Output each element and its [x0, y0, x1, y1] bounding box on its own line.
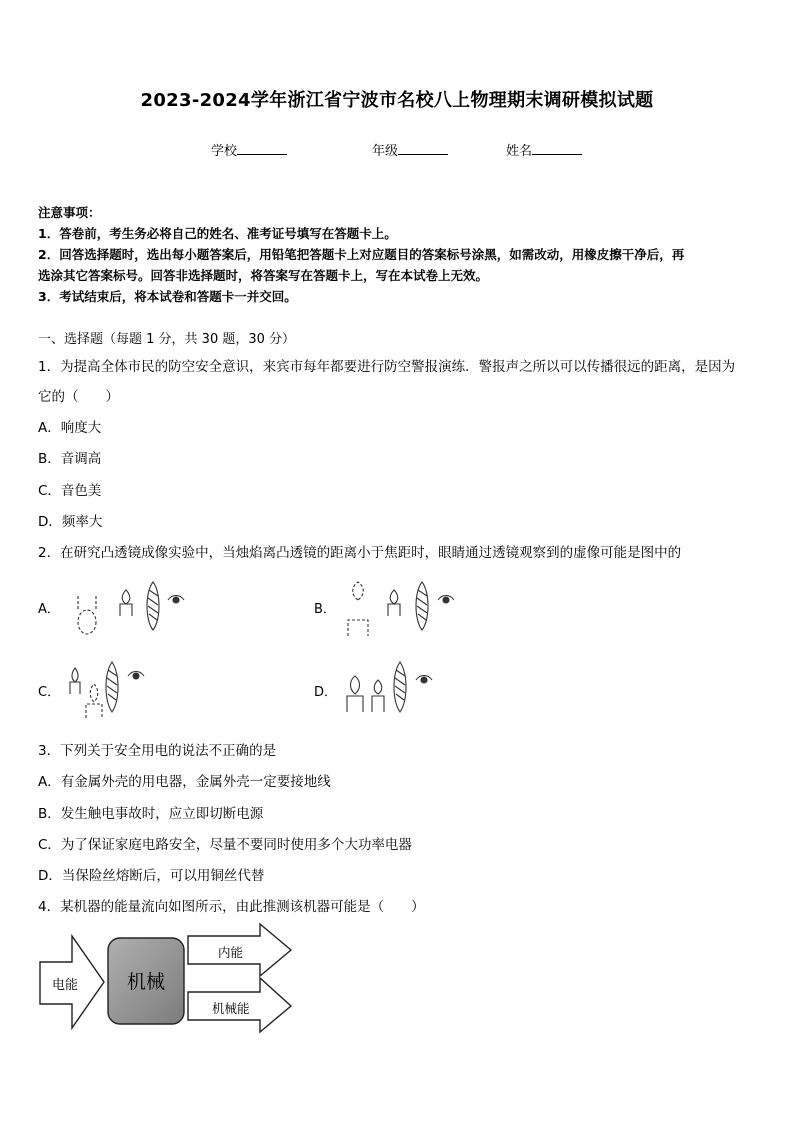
q2-stem: 2．在研究凸透镜成像实验中，当烛焰离凸透镜的距离小于焦距时，眼睛通过透镜观察到的虚像可能是图中的: [38, 545, 682, 561]
name-label: 姓名: [506, 144, 533, 159]
notice-item: 2．回答选择题时，选出每小题答案后，用铅笔把答题卡上对应题目的答案标号涂黑，如需改动，用橡皮擦干净后，再: [38, 247, 685, 262]
name-blank: [532, 142, 582, 155]
notice-heading: 注意事项：: [38, 205, 101, 220]
q1-stem-cont: 它的（ ）: [38, 389, 119, 405]
q1-option-c: C．音色美: [38, 483, 102, 499]
q1-option-b: B．音调高: [38, 451, 102, 467]
q3-stem: 3．下列关于安全用电的说法不正确的是: [38, 743, 277, 759]
grade-blank: [398, 142, 448, 155]
school-label: 学校: [211, 144, 238, 159]
grade-field: [372, 140, 448, 159]
q4-stem: 4．某机器的能量流向如图所示，由此推测该机器可能是（ ）: [38, 899, 425, 915]
output-heat-label: 内能: [218, 945, 244, 960]
q1-stem: 1．为提高全体市民的防空安全意识，来宾市每年都要进行防空警报演练．警报声之所以可以传播很远的距离，是因为: [38, 359, 736, 375]
notice-item: 3．考试结束后，将本试卷和答题卡一并交回。: [38, 289, 297, 304]
input-energy-label: 电能: [52, 978, 79, 993]
q2-option-b-label: B．: [314, 602, 336, 617]
q2-option-a-label: A．: [38, 602, 60, 617]
q2-option-c-label: C．: [38, 685, 61, 700]
grade-label: 年级: [372, 144, 399, 159]
q2-option-a-figure: [70, 580, 200, 640]
section-title: 一、选择题（每题 1 分，共 30 题，30 分）: [38, 332, 296, 347]
q2-option-d-label: D．: [314, 685, 338, 700]
q3-option-d: D．当保险丝熔断后，可以用铜丝代替: [38, 868, 265, 884]
machine-label: 机械: [126, 971, 165, 993]
q1-option-a: A．响度大: [38, 420, 102, 436]
notice-item: 1．答卷前，考生务必将自己的姓名、准考证号填写在答题卡上。: [38, 226, 397, 241]
output-mechanical-label: 机械能: [212, 1001, 250, 1016]
q2-option-c-figure: [66, 660, 196, 722]
q3-option-c: C．为了保证家庭电路安全，尽量不要同时使用多个大功率电器: [38, 837, 412, 853]
name-field: [506, 140, 582, 159]
q2-option-b-figure: [340, 580, 470, 640]
page-title: 2023-2024学年浙江省宁波市名校八上物理期末调研模拟试题: [140, 90, 654, 111]
q2-option-d-figure: [344, 660, 474, 722]
notice-item: 选涂其它答案标号。回答非选择题时，将答案写在答题卡上，写在本试卷上无效。: [38, 268, 489, 283]
q3-option-a: A．有金属外壳的用电器，金属外壳一定要接地线: [38, 774, 331, 790]
q1-option-d: D．频率大: [38, 514, 103, 530]
school-blank: [237, 142, 287, 155]
school-field: [211, 140, 287, 159]
q3-option-b: B．发生触电事故时，应立即切断电源: [38, 806, 264, 822]
